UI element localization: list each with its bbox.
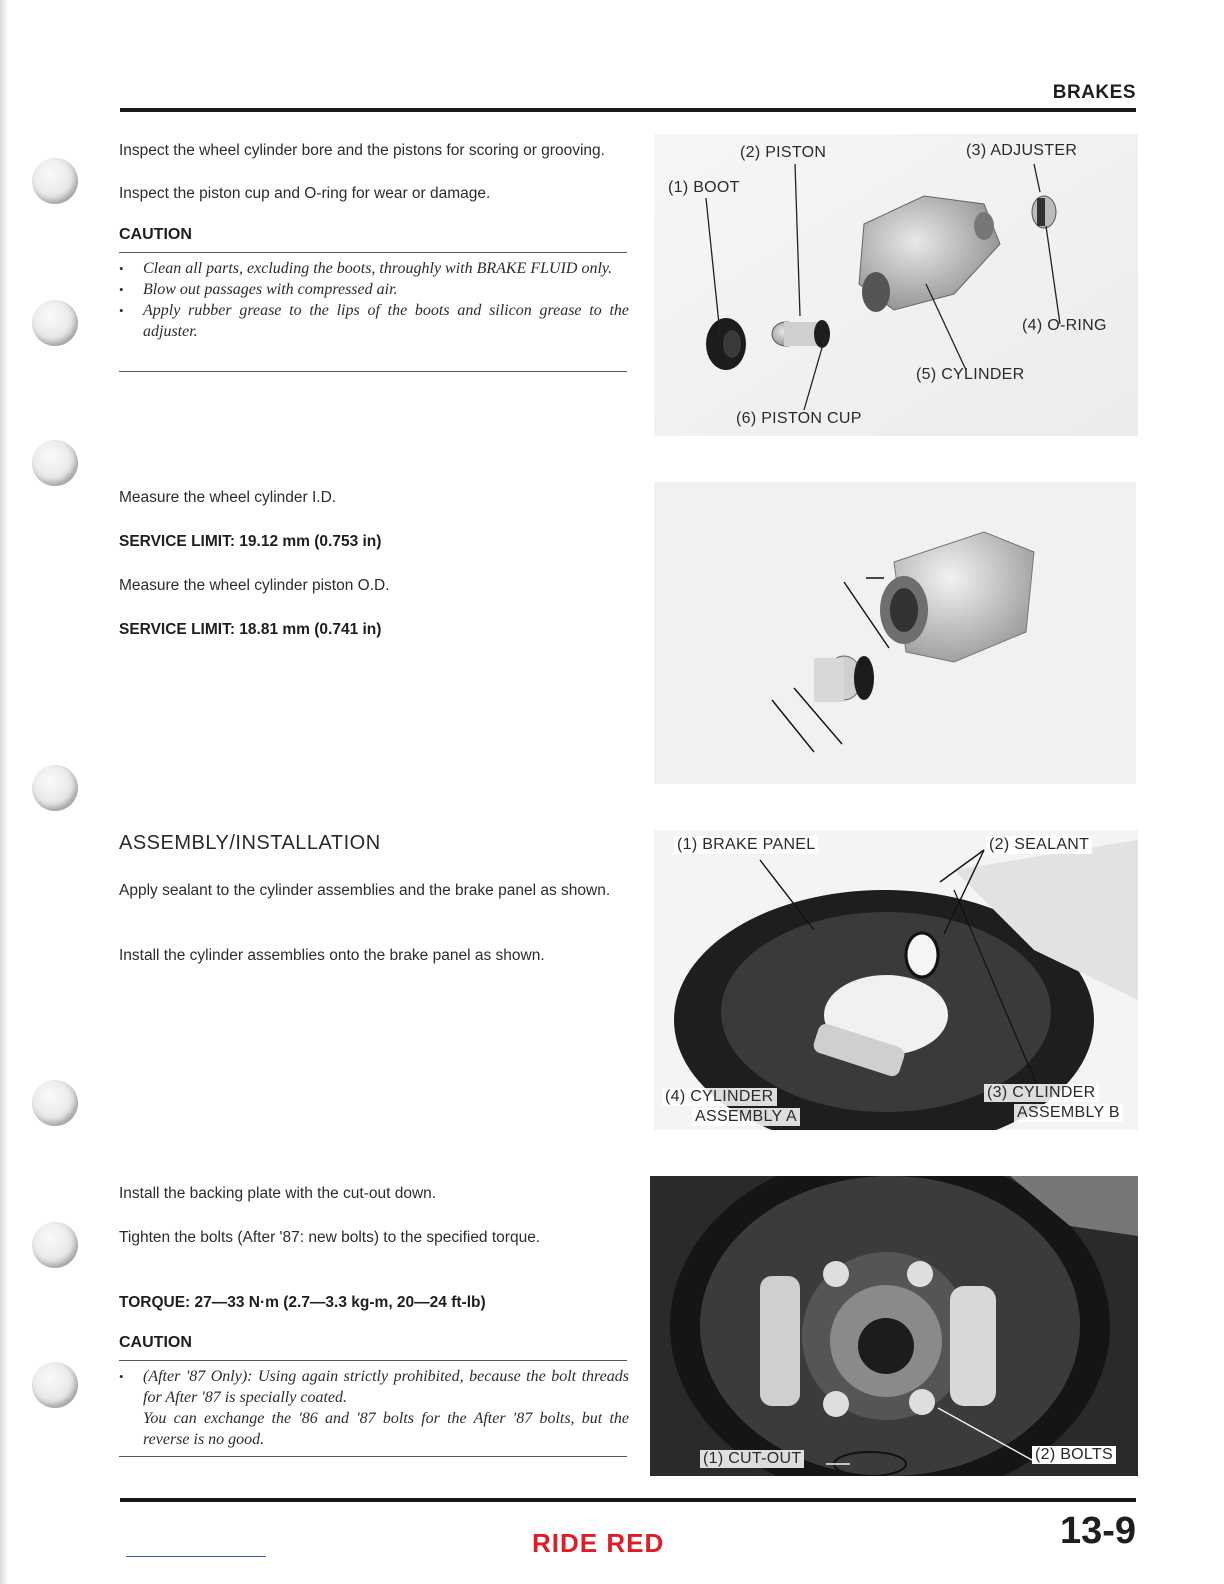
binder-hole (32, 1080, 78, 1126)
label-o-ring: (4) O-RING (1022, 317, 1107, 334)
binder-hole (32, 1362, 78, 1408)
install-cylinder-text: Install the cylinder assemblies onto the brake panel as shown. (119, 947, 545, 964)
caution-item: • Clean all parts, excluding the boots, throughly with BRAKE FLUID only. (119, 258, 629, 279)
label-cylinder-assembly-b-line1: (3) CYLINDER (984, 1084, 1099, 1102)
binder-hole (32, 1222, 78, 1268)
figure-measurement (654, 482, 1136, 784)
install-backing-plate-text: Install the backing plate with the cut-out down. (119, 1185, 437, 1202)
label-cylinder-assembly-a-line1: (4) CYLINDER (662, 1088, 777, 1106)
label-bolts: (2) BOLTS (1032, 1446, 1116, 1464)
page-edge-shadow (0, 0, 8, 1584)
caution-list (119, 1366, 629, 1450)
label-brake-panel: (1) BRAKE PANEL (674, 836, 818, 854)
caution-rule-bottom (119, 1456, 627, 1457)
figure-brake-panel (654, 830, 1138, 1130)
label-boot: (1) BOOT (668, 179, 740, 196)
brand-logo: RIDE RED (532, 1528, 665, 1558)
caution-item: • Blow out passages with compressed air. (119, 279, 629, 300)
apply-sealant-text: Apply sealant to the cylinder assemblies and the brake panel as shown. (119, 882, 611, 899)
caution-title: CAUTION (119, 1334, 192, 1351)
label-piston: (2) PISTON (740, 144, 827, 161)
caution-title: CAUTION (119, 226, 192, 243)
service-limit-id: SERVICE LIMIT: 19.12 mm (0.753 in) (119, 533, 382, 550)
assembly-heading: ASSEMBLY/INSTALLATION (119, 832, 381, 854)
header-rule (120, 108, 1136, 112)
label-sealant: (2) SEALANT (986, 836, 1092, 854)
tighten-bolts-text: Tighten the bolts (After '87: new bolts) to the specified torque. (119, 1229, 541, 1246)
backing-plate-photo (650, 1176, 1138, 1476)
measurement-photo (654, 482, 1136, 784)
binder-hole (32, 300, 78, 346)
binder-hole (32, 158, 78, 204)
caution-rule-top (119, 1360, 627, 1361)
label-adjuster: (3) ADJUSTER (966, 142, 1078, 159)
figure-exploded-cylinder (654, 134, 1138, 436)
caution-item (119, 1366, 629, 1450)
figure-backing-plate (650, 1176, 1138, 1476)
section-title: BRAKES (1052, 82, 1136, 103)
page-number: 13-9 (1059, 1510, 1136, 1552)
binder-hole (32, 440, 78, 486)
label-cylinder-assembly-b-line2: ASSEMBLY B (1014, 1104, 1123, 1122)
binder-hole (32, 765, 78, 811)
torque-spec: TORQUE: 27—33 N·m (2.7—3.3 kg-m, 20—24 ft-lb) (119, 1294, 486, 1311)
inspect-cup-text: Inspect the piston cup and O-ring for wear or damage. (119, 185, 491, 202)
measure-od-text: Measure the wheel cylinder piston O.D. (119, 577, 390, 594)
caution-rule-top (119, 252, 627, 253)
measure-id-text: Measure the wheel cylinder I.D. (119, 489, 337, 506)
label-cut-out: (1) CUT-OUT (700, 1450, 804, 1468)
caution-item-lead: (After '87 Only): Using again strictly prohibited, because the bolt threads for After '87 is specially coated. (143, 1368, 629, 1406)
footer-underline (126, 1556, 266, 1557)
caution-item: • Apply rubber grease to the lips of the boots and silicon grease to the adjuster. (119, 300, 629, 342)
inspect-bore-text: Inspect the wheel cylinder bore and the pistons for scoring or grooving. (119, 142, 605, 159)
caution-list (119, 258, 629, 342)
label-piston-cup: (6) PISTON CUP (736, 410, 862, 427)
footer-rule (120, 1498, 1136, 1502)
caution-item-cont: You can exchange the '86 and '87 bolts for the After '87 bolts, but the reverse is no good. (143, 1410, 629, 1448)
caution-rule-bottom (119, 371, 627, 372)
service-limit-od: SERVICE LIMIT: 18.81 mm (0.741 in) (119, 621, 382, 638)
label-cylinder-assembly-a-line2: ASSEMBLY A (692, 1108, 800, 1126)
label-cylinder: (5) CYLINDER (916, 366, 1025, 383)
